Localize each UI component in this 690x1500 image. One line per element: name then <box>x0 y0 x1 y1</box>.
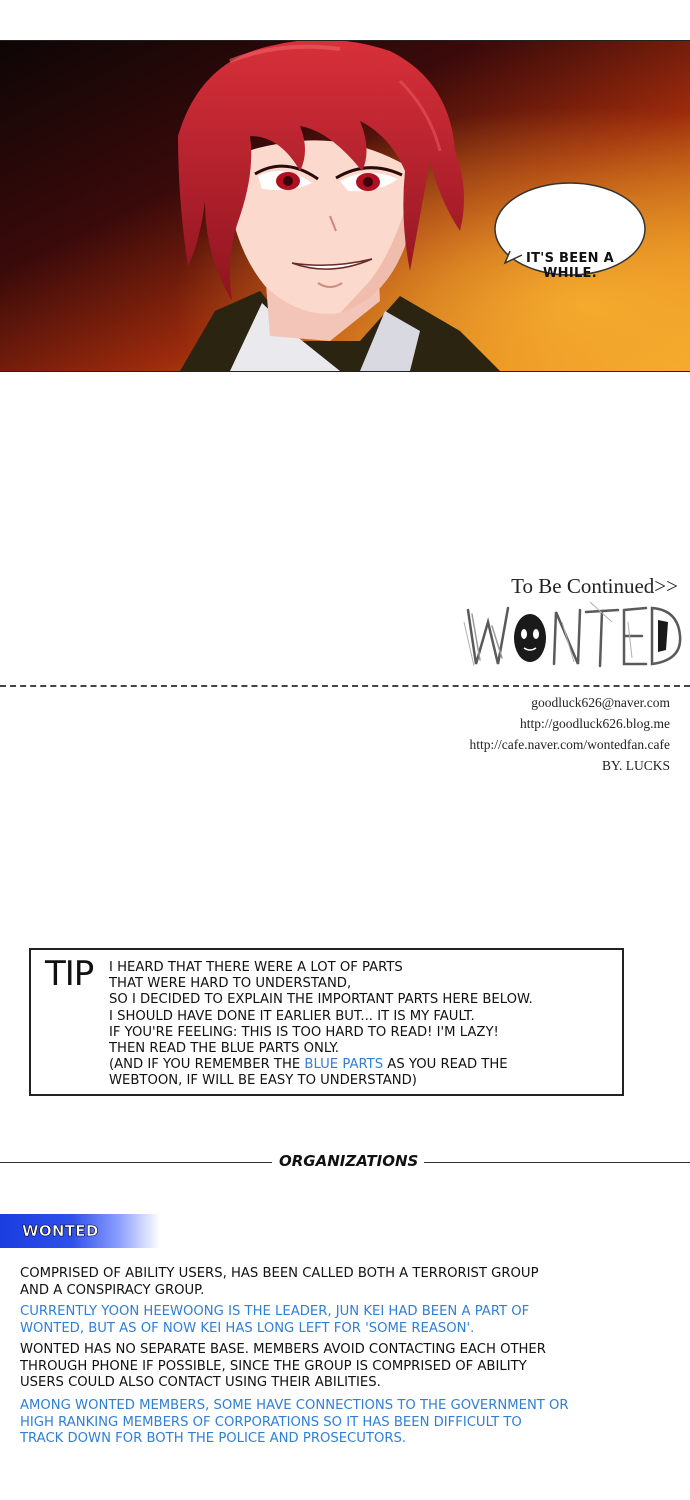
speech-bubble <box>502 251 638 281</box>
to-be-continued: To Be Continued>> <box>511 574 678 598</box>
wonted-p4-line-1: AMONG WONTED MEMBERS, SOME HAVE CONNECTIONS TO THE GOVERNMENT OR <box>20 1398 569 1413</box>
wonted-paragraph-2 <box>20 1304 670 1337</box>
wonted-p1-line-1: COMPRISED OF ABILITY USERS, HAS BEEN CALLED BOTH A TERRORIST GROUP <box>20 1266 539 1281</box>
tip-blue-parts: BLUE PARTS <box>304 1057 384 1073</box>
wonted-paragraph-3 <box>20 1342 670 1392</box>
tip-line-4: I SHOULD HAVE DONE IT EARLIER BUT... IT IS MY FAULT. <box>109 1008 475 1024</box>
wonted-paragraph-4 <box>20 1398 670 1448</box>
wonted-logo <box>462 592 687 682</box>
tip-box <box>29 948 624 1096</box>
author-credits <box>469 692 670 776</box>
tip-label: TIP <box>45 954 94 994</box>
comic-panel <box>0 40 690 372</box>
tip-line-7-end: AS YOU READ THE <box>383 1057 508 1073</box>
speech-line-2: WHILE. <box>543 266 597 281</box>
author-email[interactable]: goodluck626@naver.com <box>531 695 670 710</box>
fan-cafe-link[interactable]: http://cafe.naver.com/wontedfan.cafe <box>469 737 670 752</box>
tip-line-8: WEBTOON, IF WILL BE EASY TO UNDERSTAND) <box>109 1073 417 1089</box>
wonted-tag <box>0 1214 160 1248</box>
author-blog-link[interactable]: http://goodluck626.blog.me <box>520 716 670 731</box>
character-illustration <box>0 41 690 371</box>
author-name: BY. LUCKS <box>601 758 670 773</box>
org-divider-left <box>0 1162 272 1163</box>
wonted-p2-line-2: WONTED, BUT AS OF NOW KEI HAS LONG LEFT FOR 'SOME REASON'. <box>20 1320 475 1336</box>
speech-line-1: IT'S BEEN A <box>525 251 614 266</box>
wonted-p4-line-3: TRACK DOWN FOR BOTH THE POLICE AND PROSECUTORS. <box>20 1431 407 1446</box>
wonted-p1-line-2: AND A CONSPIRACY GROUP. <box>20 1282 205 1298</box>
tip-line-6: THEN READ THE BLUE PARTS ONLY. <box>109 1041 339 1057</box>
tip-line-5: IF YOU'RE FEELING: THIS IS TOO HARD TO READ! I'M LAZY! <box>109 1024 499 1040</box>
tip-text <box>109 960 533 1090</box>
tip-line-7-start: (AND IF YOU REMEMBER THE <box>109 1057 305 1073</box>
wonted-p2-line-1: CURRENTLY YOON HEEWOONG IS THE LEADER, JUN KEI HAD BEEN A PART OF <box>20 1304 530 1319</box>
wonted-p3-line-3: USERS COULD ALSO CONTACT USING THEIR ABILITIES. <box>20 1375 381 1390</box>
org-divider-right <box>424 1162 690 1163</box>
wonted-p4-line-2: HIGH RANKING MEMBERS OF CORPORATIONS SO IT HAS BEEN DIFFICULT TO <box>20 1414 522 1430</box>
tip-line-7 <box>109 1057 533 1073</box>
tip-line-1: I HEARD THAT THERE WERE A LOT OF PARTS <box>109 960 403 975</box>
wonted-p3-line-2: THROUGH PHONE IF POSSIBLE, SINCE THE GROUP IS COMPRISED OF ABILITY <box>20 1358 527 1374</box>
tip-line-3: SO I DECIDED TO EXPLAIN THE IMPORTANT PARTS HERE BELOW. <box>109 992 533 1008</box>
wonted-paragraph-1 <box>20 1266 670 1299</box>
wonted-p3-line-1: WONTED HAS NO SEPARATE BASE. MEMBERS AVOID CONTACTING EACH OTHER <box>20 1342 546 1357</box>
organizations-heading: ORGANIZATIONS <box>279 1152 419 1170</box>
wonted-tag-label: WONTED <box>22 1222 99 1240</box>
section-divider <box>0 685 690 687</box>
tip-line-2: THAT WERE HARD TO UNDERSTAND, <box>109 976 352 992</box>
